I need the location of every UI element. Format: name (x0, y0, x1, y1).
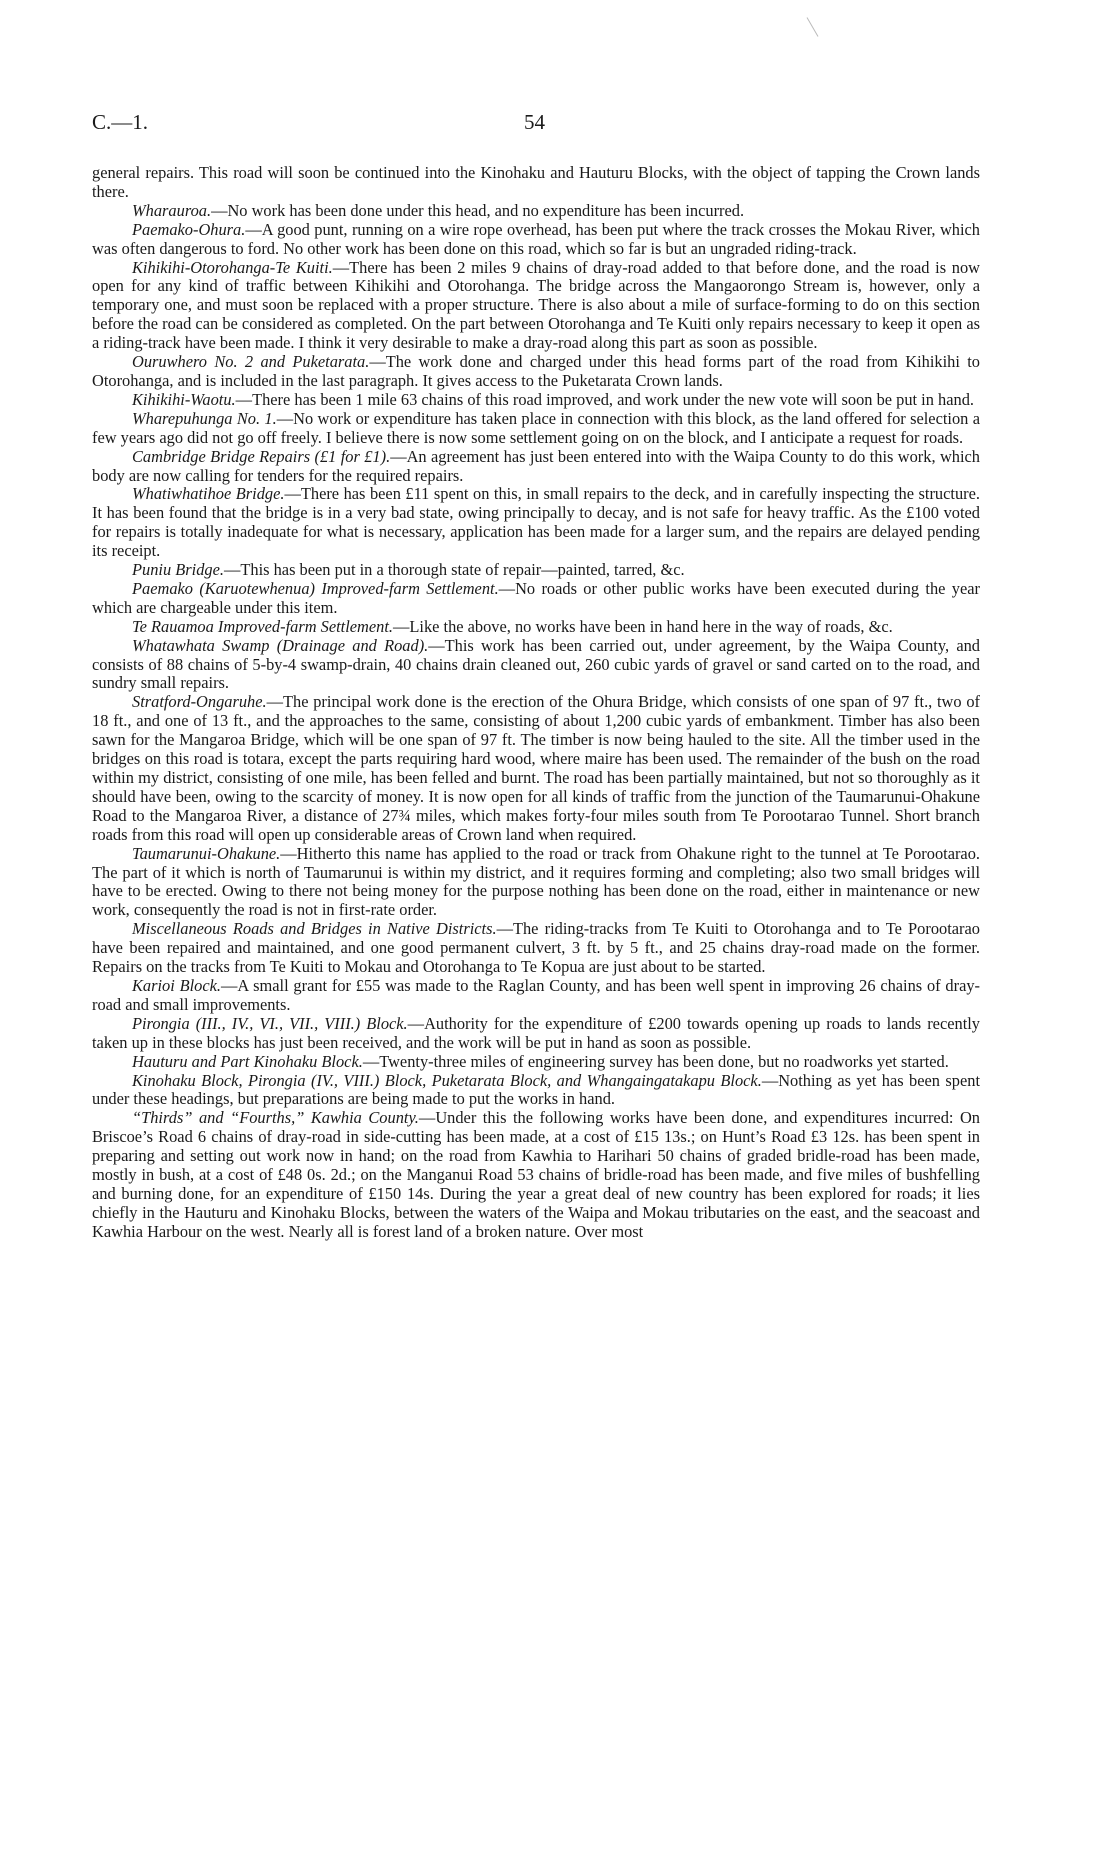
body-text (92, 164, 980, 1242)
paragraph (92, 259, 980, 354)
paragraph-text: —Nothing as yet has been spent under these headings, but preparations are being made to put the works in hand. (92, 1070, 980, 1109)
paragraph-heading: Kihikihi-Waotu. (132, 389, 236, 409)
paragraph-text: —Hitherto this name has applied to the road or track from Ohakune right to the tunnel at Te Porootarao. The part of it which is north of Taumarunui is within my district, and it requires forming and completing; also two small bridges will have to be erected. Owing to there not being money for the purpose nothing has been done on the road, either in maintenance or new work, consequently the road is not in first-rate order. (92, 843, 980, 920)
paragraph (92, 977, 980, 1015)
paragraph-heading: Wharauroa. (132, 200, 212, 220)
paragraph-heading: “Thirds” and “Fourths,” Kawhia County. (132, 1108, 419, 1128)
paragraph-text: —A good punt, running on a wire rope overhead, has been put where the track crosses the Mokau River, which was often dangerous to ford. No other work has been done on this road, which so far is but an ungraded riding-track. (92, 219, 980, 258)
page-number: 54 (524, 110, 545, 134)
paragraph-heading: Ouruwhero No. 2 and Puketarata. (132, 352, 370, 372)
paragraph (92, 580, 980, 618)
paragraph (92, 561, 980, 580)
paragraph (92, 845, 980, 921)
paragraph-heading: Whatawhata Swamp (Drainage and Road). (132, 635, 429, 655)
scan-artifact-line (807, 17, 819, 37)
paragraph-heading: Paemako (Karuotewhenua) Improved-farm Settlement. (132, 578, 499, 598)
page-header (92, 110, 982, 140)
paragraph-text: —No roads or other public works have been executed during the year which are chargeable under this item. (92, 578, 980, 617)
paragraph-text: —No work or expenditure has taken place in connection with this block, as the land offered for selection a few years ago did not go off freely. I believe there is now some settlement going on on the block, and I anticipate a request for roads. (92, 408, 980, 447)
paragraph (92, 221, 980, 259)
paragraph-text: —A small grant for £55 was made to the Raglan County, and has been well spent in improving 26 chains of dray-road and small improvements. (92, 975, 980, 1014)
document-code: C.—1. (92, 110, 149, 134)
paragraph-heading: Taumarunui-Ohakune. (132, 843, 281, 863)
paragraph-text: —No work has been done under this head, and no expenditure has been incurred. (211, 200, 745, 220)
paragraph (92, 1072, 980, 1110)
paragraph-text: —Twenty-three miles of engineering survey has been done, but no roadworks yet started. (362, 1051, 949, 1071)
paragraph-text: —The riding-tracks from Te Kuiti to Otorohanga and to Te Porootarao have been repaired and maintained, and one good permanent culvert, 3 ft. by 5 ft., and 25 chains dray-road made on the former. Repairs on the tracks from Te Kuiti to Mokau and Otorohanga to Te Kopua are just about to be started. (92, 919, 980, 977)
paragraph-text: —This has been put in a thorough state of repair—painted, tarred, &c. (223, 560, 685, 580)
paragraph (92, 410, 980, 448)
paragraph (92, 485, 980, 561)
paragraph-text: —Authority for the expenditure of £200 towards opening up roads to lands recently taken up in these blocks has just been received, and the work will be put in hand as soon as possible. (92, 1013, 980, 1052)
paragraph-text: —Like the above, no works have been in hand here in the way of roads, &c. (393, 616, 893, 636)
paragraph-text: —The work done and charged under this head forms part of the road from Kihikihi to Otorohanga, and is included in the last paragraph. It gives access to the Puketarata Crown lands. (92, 352, 980, 390)
paragraph-text: —This work has been carried out, under agreement, by the Waipa County, and consists of 88 chains of 5-by-4 swamp-drain, 40 chains drain cleaned out, 260 cubic yards of gravel or sand carted on to the road, and sundry small repairs. (92, 635, 980, 693)
paragraph-heading: Stratford-Ongaruhe. (132, 692, 267, 712)
paragraph (92, 1053, 980, 1072)
paragraph (92, 1015, 980, 1053)
paragraph-heading: Kihikihi-Otorohanga-Te Kuiti. (132, 257, 333, 277)
paragraph (92, 920, 980, 977)
paragraph-heading: Hauturu and Part Kinohaku Block. (132, 1051, 363, 1071)
paragraph-heading: Karioi Block. (132, 975, 222, 995)
paragraph-heading: Cambridge Bridge Repairs (£1 for £1). (132, 446, 391, 466)
paragraph-heading: Kinohaku Block, Pirongia (IV., VIII.) Block, Puketarata Block, and Whangaingatakapu Block. (132, 1070, 762, 1090)
paragraph (92, 164, 980, 202)
paragraph (92, 202, 980, 221)
paragraph-text: —Under this the following works have been done, and expenditures incurred: On Briscoe’s Road 6 chains of dray-road in side-cutting has been made, at a cost of £15 13s.; on Hunt’s Road £3 12s. has been spent in preparing and setting out work now in hand; on the road from Kawhia to Harihari 50 chains of graded bridle-road has been made, mostly in bush, at a cost of £48 0s. 2d.; on the Manganui Road 53 chains of bridle-road has been made, and five miles of bushfelling and burning done, for an expenditure of £150 14s. During the year a great deal of new country has been explored for roads; it lies chiefly in the Hauturu and Kinohaku Blocks, between the waters of the Waipa and Mokau tributaries on the east, and the seacoast and Kawhia Harbour on the west. Nearly all is forest land of a broken nature. Over most (92, 1108, 980, 1241)
paragraph-heading: Whatiwhatihoe Bridge. (132, 484, 285, 504)
paragraph (92, 618, 980, 637)
paragraph-heading: Wharepuhunga No. 1. (132, 408, 277, 428)
paragraph (92, 693, 980, 844)
paragraph (92, 391, 980, 410)
paragraph-text: —An agreement has just been entered into with the Waipa County to do this work, which body are now calling for tenders for the required repairs. (92, 446, 980, 485)
paragraph-text: —There has been 1 mile 63 chains of this road improved, and work under the new vote will soon be put in hand. (235, 389, 974, 409)
paragraph (92, 448, 980, 486)
paragraph-heading: Paemako-Ohura. (132, 219, 246, 239)
paragraph-heading: Pirongia (III., IV., VI., VII., VIII.) Block. (132, 1013, 408, 1033)
paragraph-text: general repairs. This road will soon be continued into the Kinohaku and Hauturu Blocks, with the object of tapping the Crown lands there. (92, 163, 980, 201)
paragraph-heading: Puniu Bridge. (132, 560, 224, 580)
paragraph (92, 353, 980, 391)
paragraph (92, 1109, 980, 1241)
paragraph-text: —There has been 2 miles 9 chains of dray-road added to that before done, and the road is now open for any kind of traffic between Kihikihi and Otorohanga. The bridge across the Mangaorongo Stream is, however, only a temporary one, and must soon be replaced with a proper structure. There is also about a mile of surface-forming to do on this section before the road can be considered as completed. On the part between Otorohanga and Te Kuiti only repairs necessary to keep it open as a riding-track have been made. I think it very desirable to make a dray-road along this part as soon as possible. (92, 257, 980, 353)
paragraph-text: —The principal work done is the erection of the Ohura Bridge, which consists of one span of 97 ft., two of 18 ft., and one of 13 ft., and the approaches to the same, consisting of about 1,200 cubic yards of embankment. Timber has also been sawn for the Mangaroa Bridge, which will be one span of 97 ft. The timber is now being hauled to the site. All the timber used in the bridges on this road is totara, except the parts requiring hard wood, where maire has been used. The remainder of the bush on the road within my district, consisting of one mile, has been felled and burnt. The road has been partially maintained, but not so thoroughly as it should have been, owing to the scarcity of money. It is now open for all kinds of traffic from the junction of the Taumarunui-Ohakune Road to the Mangaroa River, a distance of 27¾ miles, which makes forty-four miles south from Te Porootarao Tunnel. Short branch roads from this road will open up considerable areas of Crown land when required. (92, 692, 980, 844)
paragraph-text: —There has been £11 spent on this, in small repairs to the deck, and in carefully inspecting the structure. It has been found that the bridge is in a very bad state, owing principally to decay, and is not safe for heavy traffic. As the £100 voted for repairs is totally inadequate for what is necessary, application has been made for a larger sum, and the repairs are delayed pending its receipt. (92, 484, 980, 561)
paragraph-heading: Miscellaneous Roads and Bridges in Native Districts. (132, 919, 497, 939)
paragraph (92, 637, 980, 694)
paragraph-heading: Te Rauamoa Improved-farm Settlement. (132, 616, 393, 636)
